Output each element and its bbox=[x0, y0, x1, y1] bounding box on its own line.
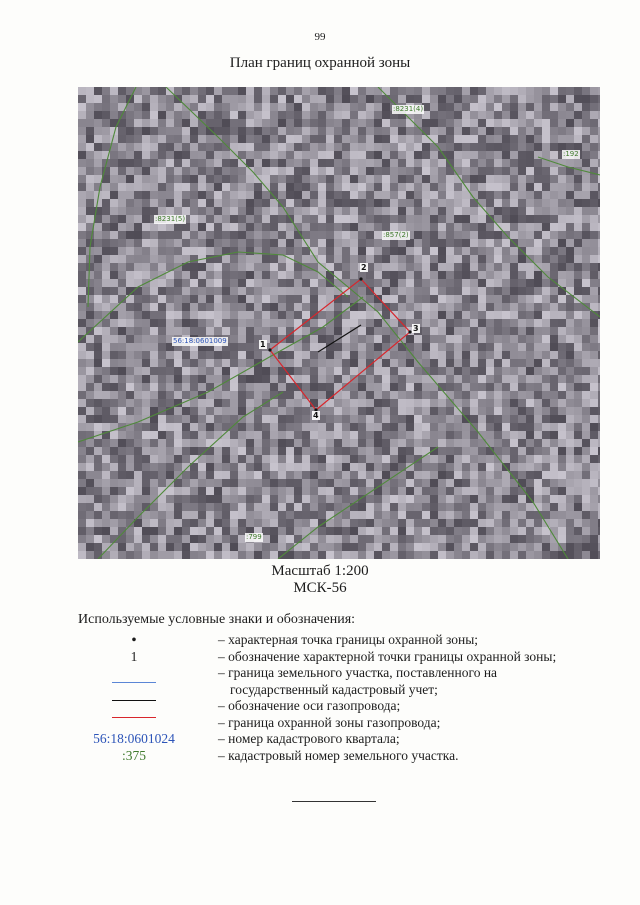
legend-text: – граница охранной зоны газопровода; bbox=[218, 714, 441, 730]
point-number-symbol: 1 bbox=[130, 648, 138, 664]
legend-heading: Используемые условные знаки и обозначения: bbox=[78, 612, 356, 627]
legend-row bbox=[78, 632, 598, 649]
legend-text: – кадастровый номер земельного участка. bbox=[218, 747, 459, 763]
legend-row bbox=[78, 698, 598, 715]
boundary-point bbox=[268, 348, 271, 351]
legend-text: – характерная точка границы охранной зоны; bbox=[218, 632, 479, 647]
parcel-number-sample: :375 bbox=[121, 747, 146, 763]
black-line-symbol bbox=[78, 698, 190, 715]
point-label-3: 3 bbox=[413, 324, 419, 333]
cadastral-map[interactable] bbox=[78, 87, 600, 559]
red-line-symbol bbox=[78, 715, 190, 732]
blue-line-symbol bbox=[78, 665, 190, 682]
legend-row bbox=[78, 748, 598, 765]
point-label-4: 4 bbox=[313, 411, 319, 420]
parcel-label[interactable]: :799 bbox=[246, 533, 262, 541]
legend-text: – обозначение характерной точки границы охранной зоны; bbox=[218, 648, 557, 664]
point-dot-icon: • bbox=[131, 632, 137, 647]
legend-row bbox=[78, 731, 598, 748]
page-number: 99 bbox=[314, 31, 326, 43]
plan-title: План границ охранной зоны bbox=[229, 55, 411, 71]
point-label-2: 2 bbox=[361, 263, 367, 272]
quarter-number-sample: 56:18:0601024 bbox=[93, 731, 175, 746]
parcel-label[interactable]: :8231(5) bbox=[155, 215, 186, 223]
parcel-label[interactable]: :8231(4) bbox=[393, 105, 424, 113]
quarter-label[interactable]: 56:18:0601009 bbox=[173, 337, 227, 345]
boundary-point bbox=[359, 277, 362, 280]
legend bbox=[78, 632, 598, 764]
point-label-1: 1 bbox=[260, 340, 266, 349]
projection-text: МСК-56 bbox=[293, 580, 347, 596]
parcel-label[interactable]: :192 bbox=[563, 150, 579, 158]
legend-text: государственный кадастровый учет; bbox=[230, 681, 438, 697]
scale-block bbox=[0, 563, 640, 597]
scale-text: Масштаб 1:200 bbox=[271, 563, 369, 579]
legend-text: – номер кадастрового квартала; bbox=[218, 731, 400, 746]
legend-row bbox=[78, 649, 598, 666]
legend-row bbox=[78, 715, 598, 732]
legend-text: – обозначение оси газопровода; bbox=[218, 698, 401, 713]
footer-divider bbox=[292, 801, 376, 802]
map-canvas bbox=[78, 87, 600, 559]
legend-text: – граница земельного участка, поставленного на bbox=[218, 665, 498, 680]
parcel-label[interactable]: :857(2) bbox=[383, 231, 409, 239]
legend-row bbox=[78, 665, 598, 682]
legend-row bbox=[78, 682, 598, 699]
